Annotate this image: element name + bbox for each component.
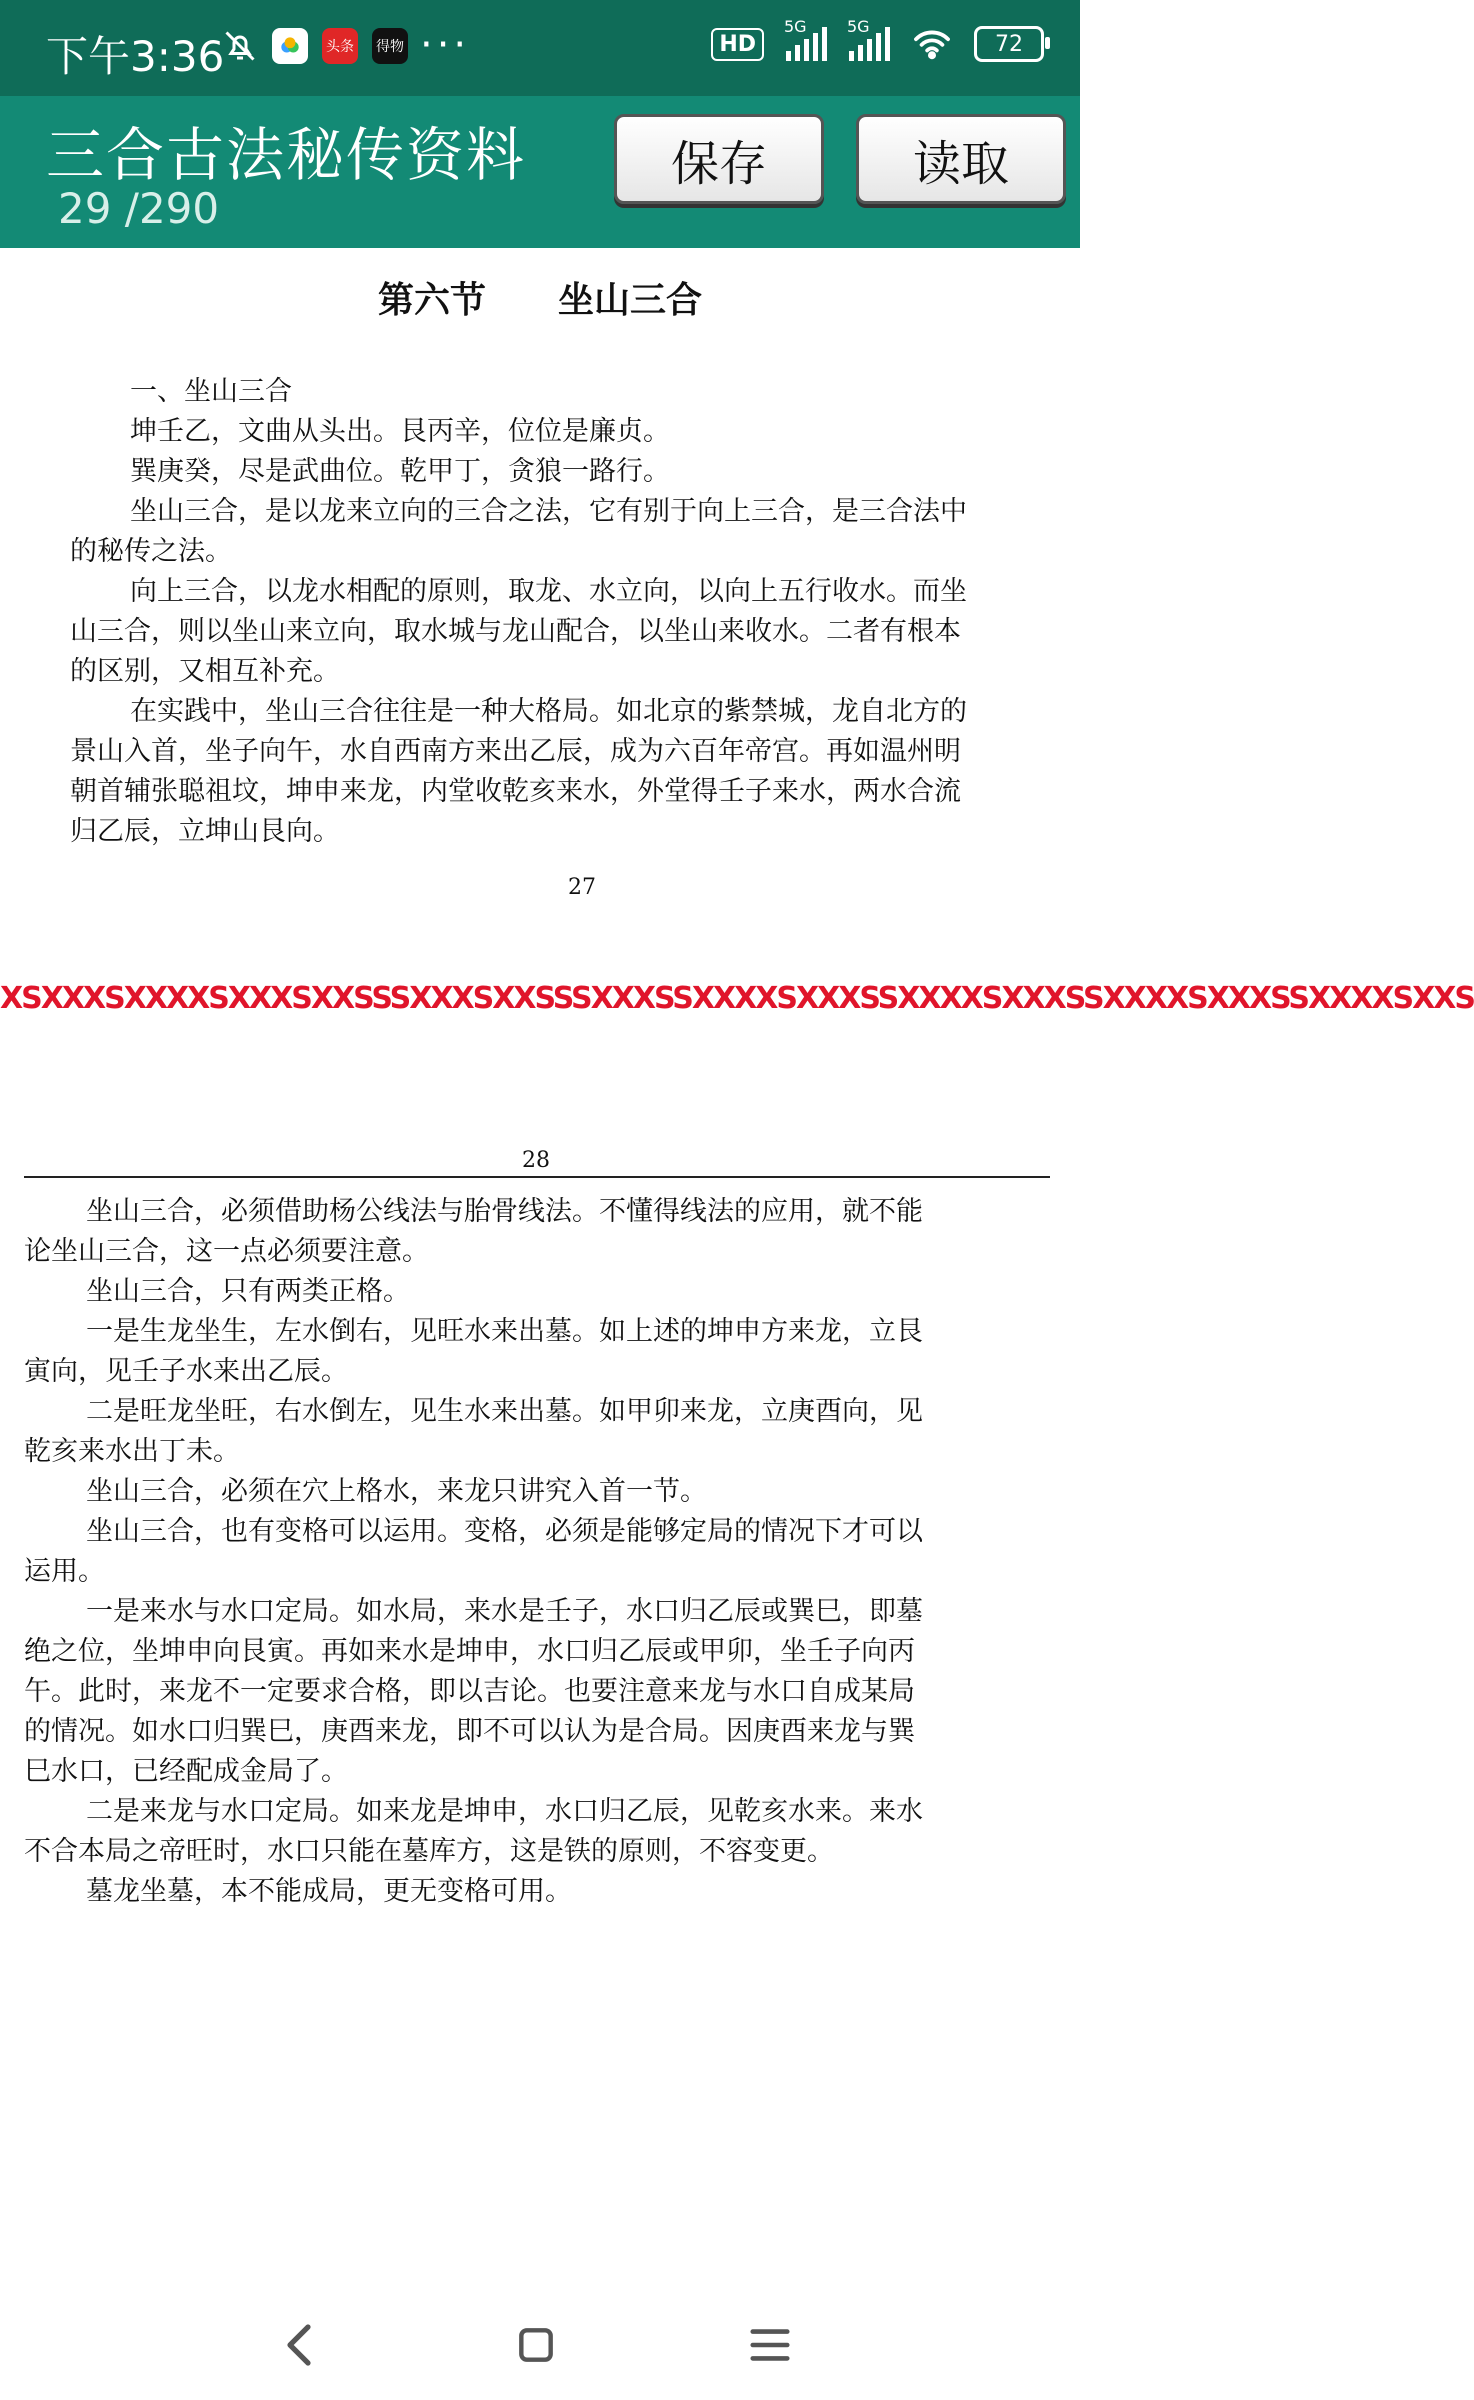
page-number: 27 <box>568 875 596 900</box>
toutiao-app-icon: 头条 <box>322 28 358 64</box>
text-line: 一是来水与水口定局。如水局，来水是壬子，水口归乙辰或巽巳，即墓 <box>86 1596 923 1627</box>
watermark-strip: XSXXXSXXXXSXXXSXXSSSXXXSXXSSSXXXSSXXXXSXXXSSXXXXSXXXSSXXXXSXXXSSXXXXSXXS <box>0 981 1474 1016</box>
text-line: 坤壬乙，文曲从头出。艮丙辛，位位是廉贞。 <box>130 416 670 447</box>
hd-voice-icon: HD <box>711 28 764 61</box>
menu-icon[interactable] <box>730 2310 810 2380</box>
text-line: 乾亥来水出丁未。 <box>24 1436 240 1467</box>
text-line: 二是旺龙坐旺，右水倒左，见生水来出墓。如甲卯来龙，立庚酉向，见 <box>86 1396 923 1427</box>
status-bar <box>0 0 1080 96</box>
text-line: 寅向，见壬子水来出乙辰。 <box>24 1356 348 1387</box>
text-line: 坐山三合，也有变格可以运用。变格，必须是能够定局的情况下才可以 <box>86 1516 923 1547</box>
text-line: 坐山三合，必须在穴上格水，来龙只讲究入首一节。 <box>86 1476 707 1507</box>
text-line: 归乙辰，立坤山艮向。 <box>70 816 340 847</box>
text-line: 景山入首，坐子向午，水自西南方来出乙辰，成为六百年帝宫。再如温州明 <box>70 736 961 767</box>
signal-icon-1: 5G <box>786 27 827 61</box>
wifi-icon <box>912 28 952 60</box>
notification-icons <box>222 28 408 64</box>
text-line: 论坐山三合，这一点必须要注意。 <box>24 1236 429 1267</box>
app-header <box>0 96 1080 248</box>
signal-icon-2: 5G <box>849 27 890 61</box>
page-number: 28 <box>522 1148 550 1173</box>
back-icon[interactable] <box>260 2310 340 2380</box>
text-line: 向上三合，以龙水相配的原则，取龙、水立向，以向上五行收水。而坐 <box>130 576 967 607</box>
system-indicators <box>711 17 1044 62</box>
page-counter: 29 /290 <box>58 184 220 233</box>
text-line: 山三合，则以坐山来立向，取水城与龙山配合，以坐山来收水。二者有根本 <box>70 616 961 647</box>
text-line: 坐山三合，只有两类正格。 <box>86 1276 410 1307</box>
save-button[interactable]: 保存 <box>614 114 824 204</box>
app-title: 三合古法秘传资料 <box>46 121 527 189</box>
more-notifications-icon: ··· <box>420 22 471 68</box>
text-line: 午。此时，来龙不一定要求合格，即以吉论。也要注意来龙与水口自成某局 <box>24 1676 915 1707</box>
text-line: 墓龙坐墓，本不能成局，更无变格可用。 <box>86 1876 572 1907</box>
text-line: 坐山三合，必须借助杨公线法与胎骨线法。不懂得线法的应用，就不能 <box>86 1196 923 1227</box>
text-line: 运用。 <box>24 1556 105 1587</box>
page-header-rule <box>24 1176 1050 1178</box>
status-time: 下午3:36 <box>46 32 225 81</box>
text-line: 的区别，又相互补充。 <box>70 656 340 687</box>
text-line: 绝之位，坐坤申向艮寅。再如来水是坤申，水口归乙辰或甲卯，坐壬子向丙 <box>24 1636 915 1667</box>
text-line: 二是来龙与水口定局。如来龙是坤申，水口归乙辰，见乾亥水来。来水 <box>86 1796 923 1827</box>
text-line: 一、坐山三合 <box>130 376 292 407</box>
text-line: 巳水口，已经配成金局了。 <box>24 1756 348 1787</box>
text-line: 坐山三合，是以龙来立向的三合之法，它有别于向上三合，是三合法中 <box>130 496 967 527</box>
text-line: 一是生龙坐生，左水倒右，见旺水来出墓。如上述的坤申方来龙，立艮 <box>86 1316 923 1347</box>
text-line: 朝首辅张聪祖坟，坤申来龙，内堂收乾亥来水，外堂得壬子来水，两水合流 <box>70 776 961 807</box>
text-line: 不合本局之帝旺时，水口只能在墓库方，这是铁的原则，不容变更。 <box>24 1836 834 1867</box>
battery-icon: 72 <box>974 26 1044 62</box>
dewu-app-icon: 得物 <box>372 28 408 64</box>
section-title: 第六节 坐山三合 <box>377 280 702 321</box>
read-button[interactable]: 读取 <box>856 114 1066 204</box>
home-icon[interactable] <box>496 2310 576 2380</box>
bell-off-icon <box>222 28 258 64</box>
text-line: 的秘传之法。 <box>70 536 232 567</box>
cloud-app-icon <box>272 28 308 64</box>
system-nav-bar <box>0 2290 1080 2400</box>
text-line: 巽庚癸，尽是武曲位。乾甲丁，贪狼一路行。 <box>130 456 670 487</box>
text-line: 的情况。如水口归巽巳，庚酉来龙，即不可以认为是合局。因庚酉来龙与巽 <box>24 1716 915 1747</box>
text-line: 在实践中，坐山三合往往是一种大格局。如北京的紫禁城，龙自北方的 <box>130 696 967 727</box>
